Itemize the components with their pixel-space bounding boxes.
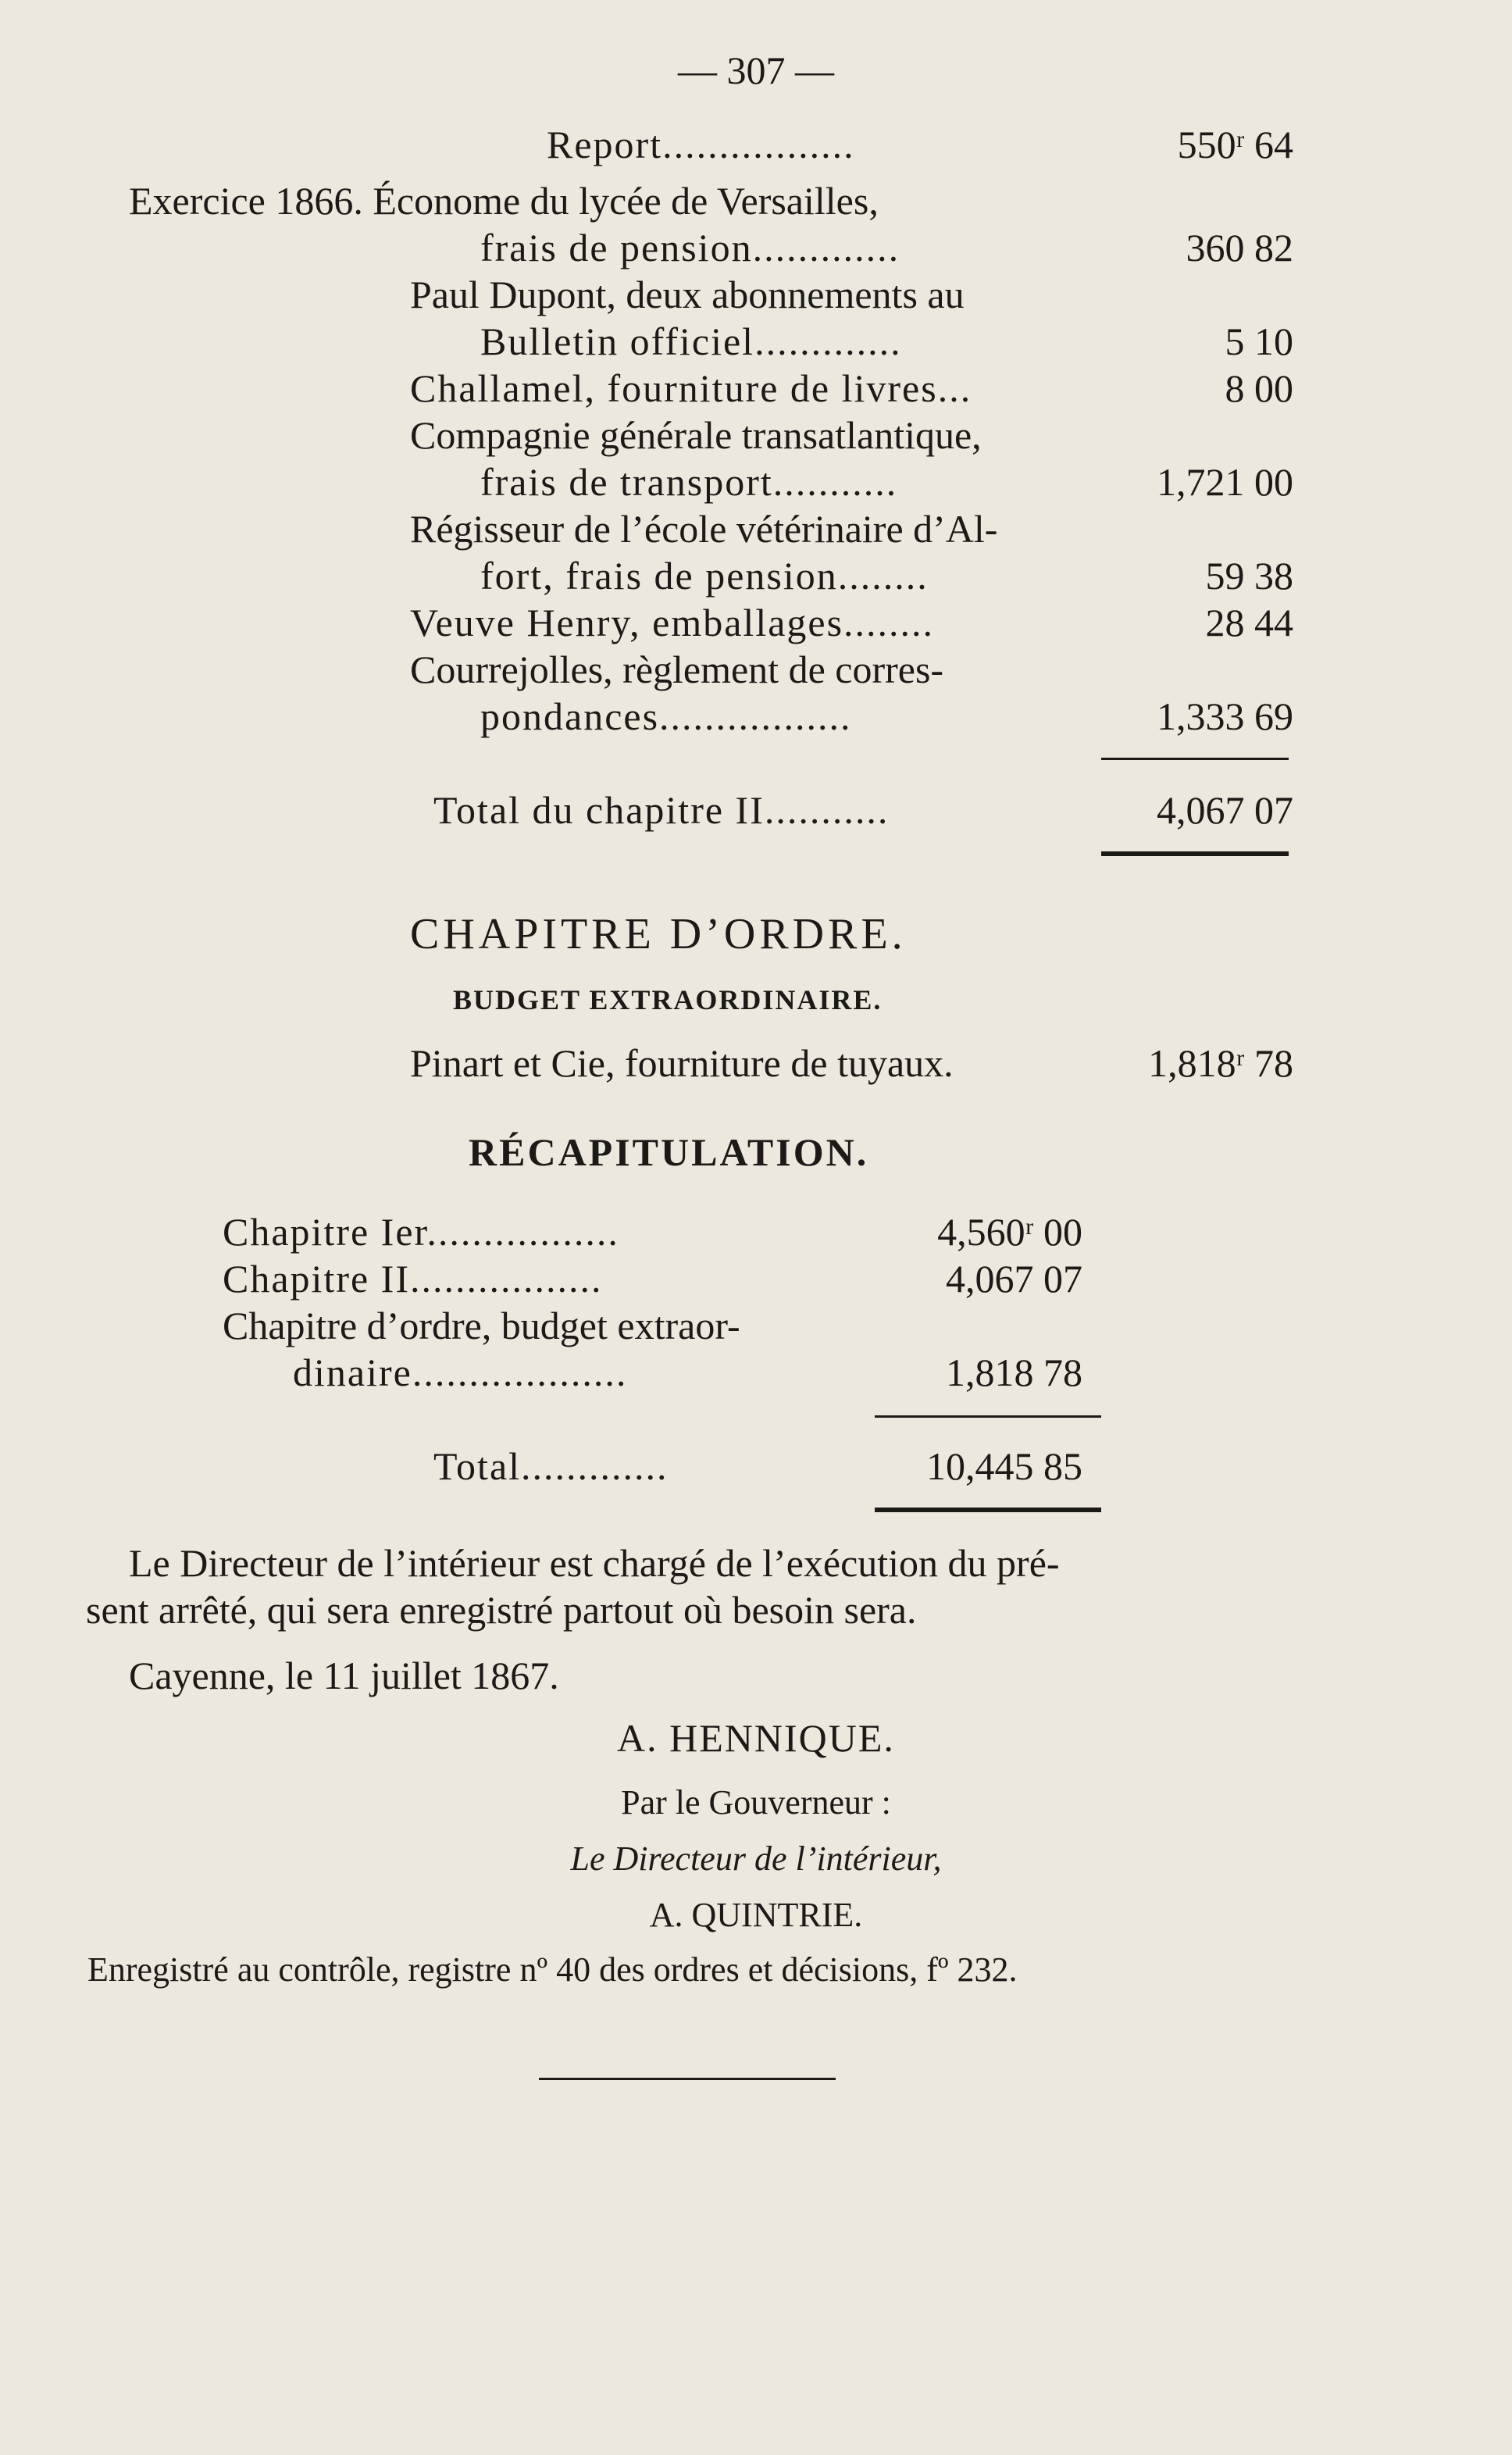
compagnie-line: Compagnie générale transatlantique, bbox=[410, 413, 982, 457]
courrejolles-continuation: pondances................. bbox=[480, 694, 852, 738]
recap-row-amount: 1,818 78 bbox=[946, 1351, 1082, 1394]
par-le-gouverneur: Par le Gouverneur : bbox=[621, 1783, 891, 1822]
courrejolles-amount: 1,333 69 bbox=[1157, 694, 1293, 738]
recap-row-amount: 4,067 07 bbox=[946, 1257, 1082, 1301]
end-rule bbox=[539, 2078, 836, 2080]
recapitulation-heading: RÉCAPITULATION. bbox=[469, 1130, 869, 1174]
recap-row-label: dinaire................... bbox=[293, 1351, 628, 1394]
registration-note: Enregistré au contrôle, registre nº 40 des ordres et décisions, fº 232. bbox=[87, 1950, 1018, 1989]
economy-continuation: frais de pension............. bbox=[480, 226, 900, 269]
report-label: Report................. bbox=[547, 123, 855, 166]
page-number: — 307 — bbox=[678, 48, 834, 92]
report-amount: 550ʳ 64 bbox=[1177, 123, 1293, 166]
recap-row-amount: 4,560ʳ 00 bbox=[937, 1210, 1082, 1254]
dupont-continuation: Bulletin officiel............. bbox=[480, 319, 902, 363]
challamel-amount: 8 00 bbox=[1225, 366, 1293, 410]
pinart-amount: 1,818ʳ 78 bbox=[1148, 1041, 1293, 1085]
pinart-line: Pinart et Cie, fourniture de tuyaux. bbox=[410, 1041, 954, 1085]
total-rule bbox=[1101, 851, 1289, 856]
closing-paragraph-line: Le Directeur de l’intérieur est chargé de l’exécution du pré- bbox=[129, 1541, 1060, 1585]
recap-row-label: Chapitre II................. bbox=[223, 1257, 603, 1301]
dupont-amount: 5 10 bbox=[1225, 319, 1293, 363]
subtotal-rule bbox=[1101, 758, 1289, 760]
recap-row-label: Chapitre d’ordre, budget extraor- bbox=[223, 1304, 740, 1347]
courrejolles-line: Courrejolles, règlement de corres- bbox=[410, 648, 944, 691]
total-chapter-2-label: Total du chapitre II........... bbox=[433, 788, 890, 832]
recap-total-label: Total............. bbox=[433, 1444, 669, 1488]
budget-extraordinaire-heading: BUDGET EXTRAORDINAIRE. bbox=[453, 984, 883, 1015]
compagnie-amount: 1,721 00 bbox=[1157, 460, 1293, 504]
signature-hennique: A. HENNIQUE. bbox=[617, 1716, 895, 1760]
recap-subtotal-rule bbox=[875, 1415, 1101, 1418]
signature-quintrie: A. QUINTRIE. bbox=[649, 1896, 863, 1934]
closing-paragraph-line: sent arrêté, qui sera enregistré partout où besoin sera. bbox=[86, 1588, 917, 1632]
total-chapter-2-amount: 4,067 07 bbox=[1157, 788, 1293, 832]
economy-amount: 360 82 bbox=[1186, 226, 1293, 269]
place-date: Cayenne, le 11 juillet 1867. bbox=[129, 1654, 559, 1697]
director-title: Le Directeur de l’intérieur, bbox=[570, 1839, 942, 1878]
regisseur-amount: 59 38 bbox=[1205, 554, 1293, 598]
chapitre-ordre-heading: CHAPITRE D’ORDRE. bbox=[410, 910, 907, 958]
veuve-line: Veuve Henry, emballages........ bbox=[410, 601, 935, 644]
exercice-line: Exercice 1866. Économe du lycée de Versailles, bbox=[129, 179, 879, 223]
compagnie-continuation: frais de transport........... bbox=[480, 460, 898, 504]
challamel-line: Challamel, fourniture de livres... bbox=[410, 366, 972, 410]
recap-total-amount: 10,445 85 bbox=[926, 1444, 1082, 1488]
regisseur-continuation: fort, frais de pension........ bbox=[480, 554, 929, 598]
regisseur-line: Régisseur de l’école vétérinaire d’Al- bbox=[410, 507, 998, 551]
veuve-amount: 28 44 bbox=[1205, 601, 1293, 644]
recap-total-rule bbox=[875, 1508, 1101, 1512]
dupont-line: Paul Dupont, deux abonnements au bbox=[410, 273, 965, 316]
recap-row-label: Chapitre Ier................. bbox=[223, 1210, 619, 1254]
